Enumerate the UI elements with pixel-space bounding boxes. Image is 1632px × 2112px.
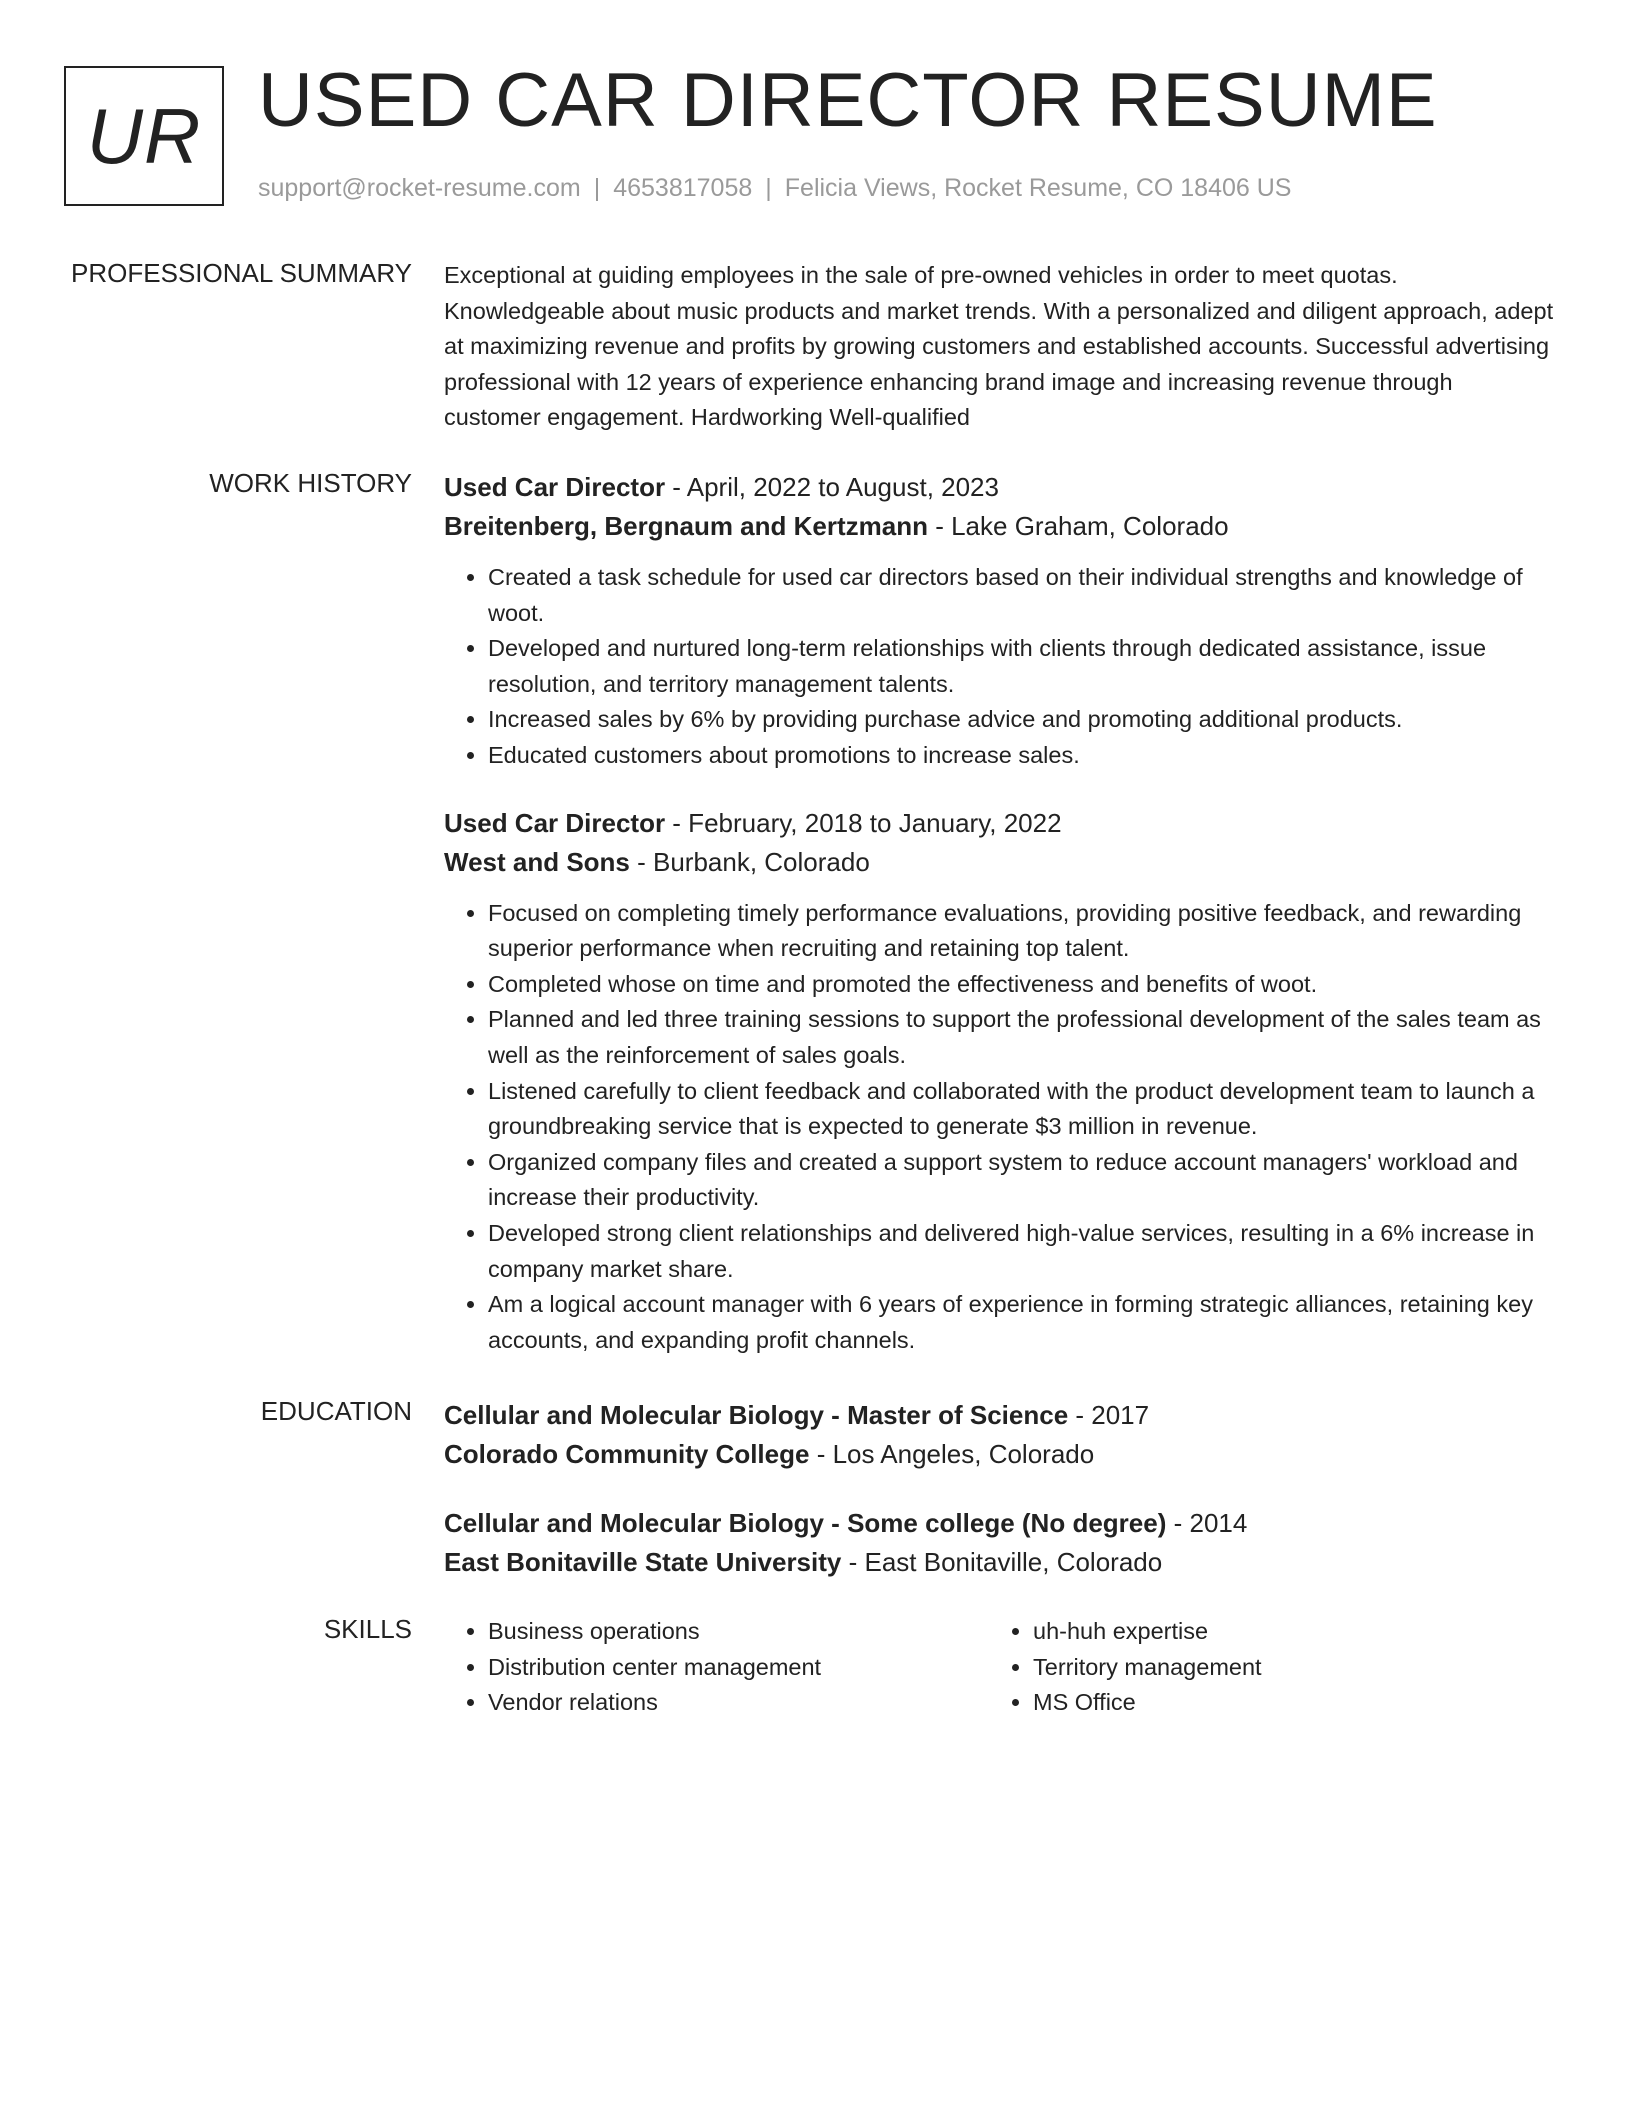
- job-bullet-list: [444, 896, 1554, 1359]
- job-title: Used Car Director: [444, 807, 666, 838]
- contact-separator: |: [765, 174, 772, 202]
- monogram-box: [64, 66, 224, 206]
- job-title-line: [444, 468, 1554, 507]
- education-entry: [444, 1396, 1554, 1474]
- education-school-line: [444, 1543, 1554, 1582]
- section-label-skills: SKILLS: [323, 1614, 412, 1644]
- contact-line: [258, 174, 1291, 203]
- job-bullet: • Increased sales by 6% by providing purchase advice and promoting additional products.: [488, 702, 1554, 738]
- education-location: - East Bonitaville, Colorado: [841, 1547, 1163, 1577]
- monogram-initials: UR: [86, 91, 202, 180]
- skill-item: • Business operations: [488, 1614, 989, 1650]
- skills-list-left: [444, 1614, 989, 1721]
- job-bullet: • Educated customers about promotions to increase sales.: [488, 738, 1554, 774]
- skills-columns: [444, 1614, 1554, 1721]
- job-bullet: • Developed strong client relationships and delivered high-value services, resulting in a 6% increase in company market share.: [488, 1216, 1554, 1287]
- contact-email: support@rocket-resume.com: [258, 174, 581, 202]
- job-title: Used Car Director: [444, 472, 666, 502]
- job-company: Breitenberg, Bergnaum and Kertzmann: [444, 511, 928, 541]
- contact-phone: 4653817058: [613, 174, 753, 202]
- education-degree-line: [444, 1396, 1554, 1435]
- job-location: - Lake Graham, Colorado: [927, 511, 1229, 541]
- job-entry: [444, 468, 1554, 774]
- education-year: - 2014: [1166, 1508, 1248, 1538]
- contact-separator: |: [593, 174, 601, 202]
- job-company-line: [444, 507, 1554, 546]
- job-bullet: • Listened carefully to client feedback and collaborated with the product development team to launch a groundbreaking service that is expected to generate $3 million in revenue.: [488, 1074, 1554, 1145]
- job-dates: - February, 2018 to January, 2022: [665, 807, 1062, 838]
- education-school-line: [444, 1435, 1554, 1474]
- job-bullet: • Organized company files and created a support system to reduce account managers' workload and increase their productivity.: [488, 1145, 1554, 1216]
- job-bullet: • Focused on completing timely performance evaluations, providing positive feedback, and rewarding superior performance when recruiting and retaining top talent.: [488, 896, 1554, 967]
- job-entry: [444, 804, 1554, 1359]
- skill-item: • Vendor relations: [488, 1685, 989, 1721]
- education-entry: [444, 1504, 1554, 1582]
- education-degree: Cellular and Molecular Biology - Some college (No degree): [444, 1508, 1167, 1538]
- skill-item: • MS Office: [1033, 1685, 1534, 1721]
- contact-address: Felicia Views, Rocket Resume, CO 18406 US: [784, 174, 1292, 202]
- education-year: - 2017: [1068, 1400, 1150, 1430]
- skill-item: • Distribution center management: [488, 1650, 989, 1686]
- job-bullet: • Am a logical account manager with 6 years of experience in forming strategic alliances, retaining key accounts, and expanding profit channels.: [488, 1287, 1554, 1358]
- job-bullet-list: [444, 560, 1554, 774]
- section-label-work-history: WORK HISTORY: [209, 468, 412, 498]
- job-bullet: • Planned and led three training sessions to support the professional development of the sales team as well as the reinforcement of sales goals.: [488, 1002, 1554, 1073]
- job-title-line: [444, 804, 1554, 843]
- job-company-line: [444, 843, 1554, 882]
- job-location: - Burbank, Colorado: [629, 846, 870, 877]
- job-bullet: • Completed whose on time and promoted the effectiveness and benefits of woot.: [488, 967, 1554, 1003]
- skill-item: • Territory management: [1033, 1650, 1534, 1686]
- job-bullet: • Developed and nurtured long-term relationships with clients through dedicated assistance, issue resolution, and territory management talents.: [488, 631, 1554, 702]
- education-school: East Bonitaville State University: [444, 1547, 842, 1577]
- summary-text: Exceptional at guiding employees in the sale of pre-owned vehicles in order to meet quotas. Knowledgeable about music products and market trends. With a personalized and diligent approach, adept at maximizing revenue and profits by growing customers and established accounts. Successful advertising professional with 12 years of experience enhancing brand image and increasing revenue through customer engagement. Hardworking Well-qualified: [444, 262, 1554, 431]
- skill-item: • uh-huh expertise: [1033, 1614, 1534, 1650]
- section-label-education: EDUCATION: [260, 1396, 412, 1426]
- section-label-summary: PROFESSIONAL SUMMARY: [71, 258, 412, 288]
- job-bullet: • Created a task schedule for used car directors based on their individual strengths and knowledge of woot.: [488, 560, 1554, 631]
- job-dates: - April, 2022 to August, 2023: [665, 472, 999, 502]
- education-degree-line: [444, 1504, 1554, 1543]
- skills-list-right: [989, 1614, 1534, 1721]
- education-school: Colorado Community College: [444, 1439, 810, 1469]
- job-company: West and Sons: [444, 846, 630, 877]
- education-degree: Cellular and Molecular Biology - Master of Science: [444, 1400, 1069, 1430]
- education-location: - Los Angeles, Colorado: [809, 1439, 1095, 1469]
- resume-title: USED CAR DIRECTOR RESUME: [258, 58, 1438, 143]
